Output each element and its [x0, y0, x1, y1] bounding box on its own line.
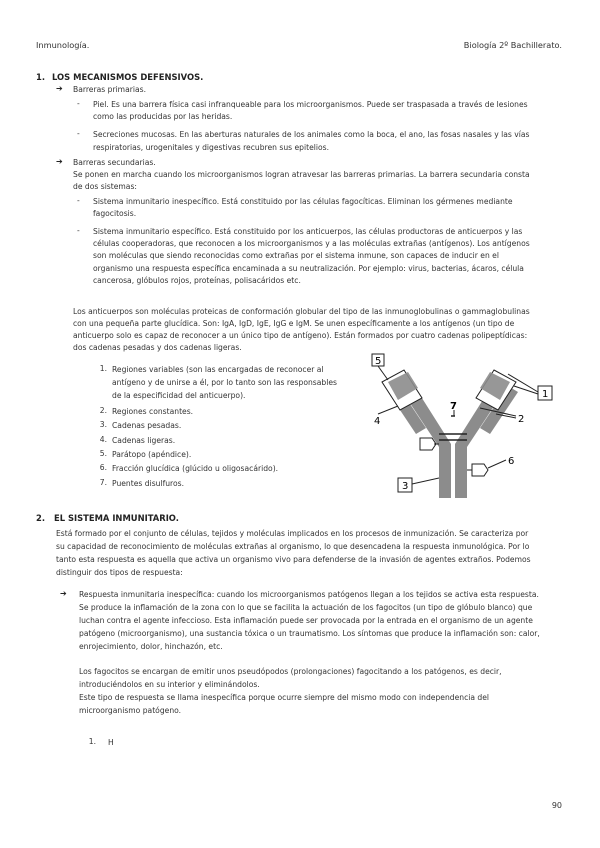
- list-number: 6.: [99, 463, 107, 472]
- fagocitos-line-4: microorganismo patógeno.: [79, 706, 182, 715]
- barreras-secundarias-label: Barreras secundarias.: [73, 158, 156, 167]
- especifico-line-4: organismo una respuesta específica encaminada a su neutralización. Por ejemplo: virus, bacterias, ácaros, célula: [93, 264, 524, 273]
- diagram-label-3: 3: [402, 481, 409, 492]
- arrow-bullet-icon: ➔: [60, 589, 67, 598]
- list-item-1-line-2: antígeno y de unirse a él, por lo tanto son las responsables: [112, 378, 337, 387]
- s2-intro-line-2: su capacidad de reconocimiento de moléculas extrañas al organismo, lo que desencadena la respuesta inmunológica. Por lo: [56, 542, 530, 551]
- diagram-label-1: 1: [542, 389, 549, 400]
- diagram-label-7: 7: [450, 401, 457, 412]
- section-1-title: LOS MECANISMOS DEFENSIVOS.: [52, 72, 204, 82]
- especifico-line-2: células cooperadoras, que reconocen a los microorganismos y a las moléculas extrañas (antígenos). Los antígenos: [93, 239, 530, 248]
- diagram-label-6: 6: [508, 456, 515, 467]
- fagocitos-line-2: introduciéndolos en su interior y eliminándolos.: [79, 680, 260, 689]
- list-number: 2.: [99, 406, 107, 415]
- diagram-label-5: 5: [375, 356, 382, 367]
- anticuerpos-line-1: Los anticuerpos son moléculas proteicas de conformación globular del tipo de las inmunoglobulinas o gammaglobulinas: [73, 307, 530, 316]
- inespecifico-line-1: Sistema inmunitario inespecífico. Está constituido por las células fagocíticas. Eliminan los gérmenes mediante: [93, 197, 513, 206]
- anticuerpos-line-4: dos cadenas pesadas y dos cadenas ligeras.: [73, 343, 242, 352]
- diagram-label-2: 2: [518, 414, 525, 425]
- dash-bullet: -: [77, 196, 80, 205]
- list-number: 7.: [99, 478, 107, 487]
- s2-list-item-1: H: [108, 738, 114, 747]
- arrow-bullet-icon: ➔: [56, 157, 63, 166]
- list-item-7: Puentes disulfuros.: [112, 479, 185, 488]
- secundarias-intro-line-1: Se ponen en marcha cuando los microorganismos logran atravesar las barreras primarias. La barrera secundaria consta: [73, 170, 530, 179]
- respuesta-line-1: Respuesta inmunitaria inespecífica: cuando los microorganismos patógenos llegan a los tejidos se activa esta respuesta.: [79, 590, 539, 599]
- list-number: 1.: [99, 364, 107, 373]
- s2-intro-line-3: tanto esta respuesta es aquella que activa un organismo vivo para defenderse de la invasión de agentes extraños. Podemos: [56, 555, 531, 564]
- inespecifico-line-2: fagocitosis.: [93, 209, 137, 218]
- dash-bullet: -: [77, 99, 80, 108]
- section-2-title: EL SISTEMA INMUNITARIO.: [54, 513, 179, 523]
- glucidic-fraction-right: [472, 464, 488, 476]
- fagocitos-line-3: Este tipo de respuesta se llama inespecífica porque ocurre siempre del mismo modo con independencia del: [79, 693, 490, 702]
- anticuerpos-line-2: con una pequeña parte glucídica. Son: IgA, IgD, IgE, IgG e IgM. Se unen específicamente a los antígenos (un tipo de: [73, 319, 515, 328]
- diagram-label-4: 4: [374, 416, 381, 427]
- list-number: 3.: [99, 420, 107, 429]
- dash-bullet: -: [77, 226, 80, 235]
- respuesta-line-4: patógeno (microorganismo), una sustancia tóxica o un traumatismo. Los síntomas que produce la inflamación son: calor,: [79, 629, 540, 638]
- list-item-5: Parátopo (apéndice).: [112, 450, 192, 459]
- anticuerpos-line-3: anticuerpo solo es capaz de reconocer a un único tipo de antígeno). Están formados por cuatro cadenas polipeptídicas:: [73, 331, 528, 340]
- fagocitos-line-1: Los fagocitos se encargan de emitir unos pseudópodos (prolongaciones) fagocitando a los patógenos, es decir,: [79, 667, 502, 676]
- section-2-number: 2.: [36, 513, 46, 523]
- header-course: Biología 2º Bachillerato.: [463, 40, 562, 50]
- page-number: 90: [551, 801, 562, 810]
- section-1-number: 1.: [36, 72, 46, 82]
- list-item-2: Regiones constantes.: [112, 407, 194, 416]
- piel-line-2: como las producidas por las heridas.: [93, 112, 233, 121]
- list-item-1-line-1: Regiones variables (son las encargadas de reconocer al: [112, 365, 324, 374]
- respuesta-line-2: Se produce la inflamación de la zona con lo que se facilita la actuación de los fagocitos (un tipo de glóbulo blanco) que: [79, 603, 533, 612]
- antibody-diagram: [368, 352, 568, 500]
- list-number: 1.: [88, 737, 96, 746]
- list-item-3: Cadenas pesadas.: [112, 421, 182, 430]
- list-item-4: Cadenas ligeras.: [112, 436, 176, 445]
- respuesta-line-5: enrojecimiento, dolor, hinchazón, etc.: [79, 642, 223, 651]
- secreciones-line-1: Secreciones mucosas. En las aberturas naturales de los animales como la boca, el ano, las fosas nasales y las vías: [93, 130, 530, 139]
- s2-intro-line-1: Está formado por el conjunto de células, tejidos y moléculas implicados en los procesos de inmunización. Se caracteriza por: [56, 529, 529, 538]
- especifico-line-5: cancerosa, glóbulos rojos, proteínas, polisacáridos etc.: [93, 276, 301, 285]
- especifico-line-3: son moléculas que siendo reconocidas como extrañas por el sistema inmune, son capaces de inducir en el: [93, 251, 499, 260]
- glucidic-fraction-left: [420, 438, 436, 450]
- list-number: 5.: [99, 449, 107, 458]
- list-item-6: Fracción glucídica (glúcido u oligosacárido).: [112, 464, 279, 473]
- dash-bullet: -: [77, 129, 80, 138]
- piel-line-1: Piel. Es una barrera física casi infranqueable para los microorganismos. Puede ser traspasada a través de lesiones: [93, 100, 528, 109]
- list-item-1-line-3: de la especificidad del anticuerpo).: [112, 391, 246, 400]
- secundarias-intro-line-2: de dos sistemas:: [73, 182, 137, 191]
- header-subject: Inmunología.: [36, 40, 90, 50]
- barreras-primarias-label: Barreras primarias.: [73, 85, 146, 94]
- arrow-bullet-icon: ➔: [56, 84, 63, 93]
- secreciones-line-2: respiratorias, urogenitales y digestivas recubren sus epitelios.: [93, 143, 329, 152]
- s2-intro-line-4: distinguir dos tipos de respuesta:: [56, 568, 183, 577]
- especifico-line-1: Sistema inmunitario específico. Está constituido por los anticuerpos, las células productoras de anticuerpos y las: [93, 227, 523, 236]
- respuesta-line-3: luchan contra el agente infeccioso. Esta inflamación puede ser provocada por la entrada en el organismo de un agente: [79, 616, 533, 625]
- list-number: 4.: [99, 435, 107, 444]
